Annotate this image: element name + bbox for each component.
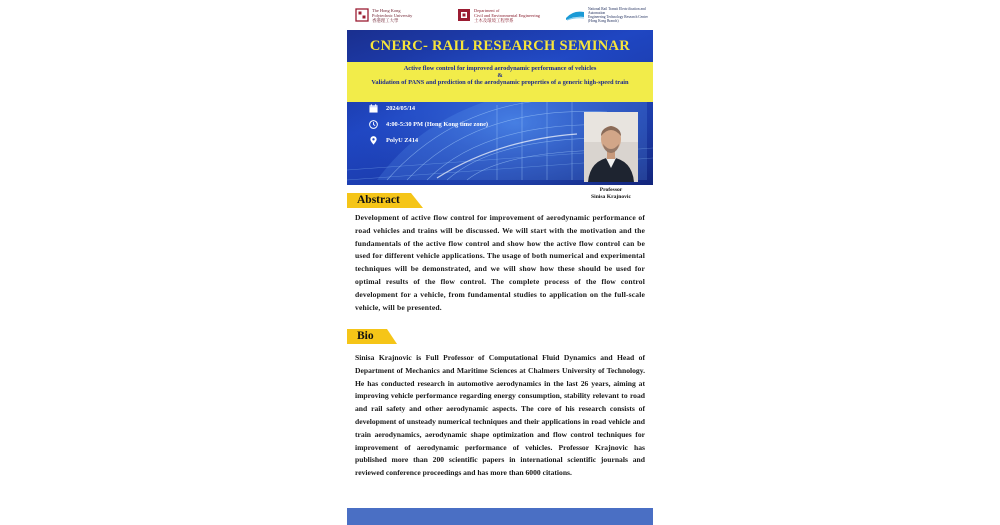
topic-two: Validation of PANS and prediction of the aerodynamic properties of a generic high-speed train [371,79,629,86]
polyu-line2: Polytechnic University [372,12,413,18]
cee-logo-icon [457,8,471,22]
cee-logo-text [474,8,540,23]
polyu-logo-text [372,8,412,23]
cee-line2: Civil and Environmental Engineering [474,12,540,18]
nrtc-line2: Engineering Technology Research Center [588,15,648,19]
abstract-heading: Abstract [357,194,400,206]
topic-one: Active flow control for improved aerodynamic performance of vehicles [403,65,597,72]
speaker-name: Sinisa Krajnovic [591,193,631,200]
cee-line1: Department of [474,7,500,13]
speaker-role: Professor [599,187,623,193]
bio-text: Sinisa Krajnovic is Full Professor of Computational Fluid Dynamics and Head of Department of Mechanics and Maritime Sciences at Chalmers University of Technology. He has conducted research in automotive aerodynamics in the last 26 years, aiming at improving vehicle performance regarding energy consumption, stability relevant to road and rail safety and other aerodynamic aspects. The core of his research consists of development of unsteady numerical techniques and their applications in road vehicle and train aerodynamics, aerodynamic shape optimization and flow control techniques for improvement of aerodynamic performance of vehicles. Professor Krajnovic has published more than 200 scientific papers in international scientific journals and reviewed conference proceedings and has more than 6000 citations. [355,353,645,478]
nrtc-logo-text [588,7,653,23]
polyu-logo-icon [355,8,369,22]
cee-line3: 土木及環境工程學系 [474,17,514,23]
seminar-date: 2024/05/14 [386,104,416,112]
location-pin-icon [369,136,378,145]
topic-box [347,62,653,102]
footer-bar [347,508,653,525]
date-row [369,103,415,113]
polyu-line3: 香港理工大學 [372,17,399,23]
nrtc-line1: National Rail Transit Electrification and Automation [588,7,646,15]
nrtc-line3: (Hong Kong Branch) [588,19,619,23]
logo-strip [347,0,653,30]
speaker-caption [579,187,643,200]
seminar-title: CNERC- RAIL RESEARCH SEMINAR [369,38,631,54]
venue-row [369,135,418,145]
topic-ampersand: & [497,72,503,79]
clock-icon [369,120,378,129]
seminar-time: 4:00-5:30 PM (Hong Kong time zone) [386,120,489,128]
seminar-banner [347,30,653,185]
polyu-line1: The Hong Kong [372,7,401,13]
time-row [369,119,488,129]
cee-logo [457,6,540,24]
abstract-text: Development of active flow control for improvement of aerodynamic performance of road vehicles and trains will be discussed. We will start with the motivation and the fundamentals of the active flow control and show how the active flow control can be used for different vehicle applications. The usage of both numerical and experimental techniques will be demonstrated, and we will show how these should be used for optimal results of the flow control. The complete process of the flow control development for a vehicle, from fundamental studies to application on the full-scale vehicle, will be presented. [355,213,645,312]
bio-heading: Bio [357,330,374,342]
seminar-poster [347,0,653,525]
calendar-icon [369,104,378,113]
nrtc-logo [565,6,653,24]
seminar-venue: PolyU Z414 [386,136,419,144]
polyu-logo [355,6,412,24]
speaker-photo [584,112,638,182]
nrtc-logo-icon [565,8,585,22]
speaker-portrait [584,112,638,182]
